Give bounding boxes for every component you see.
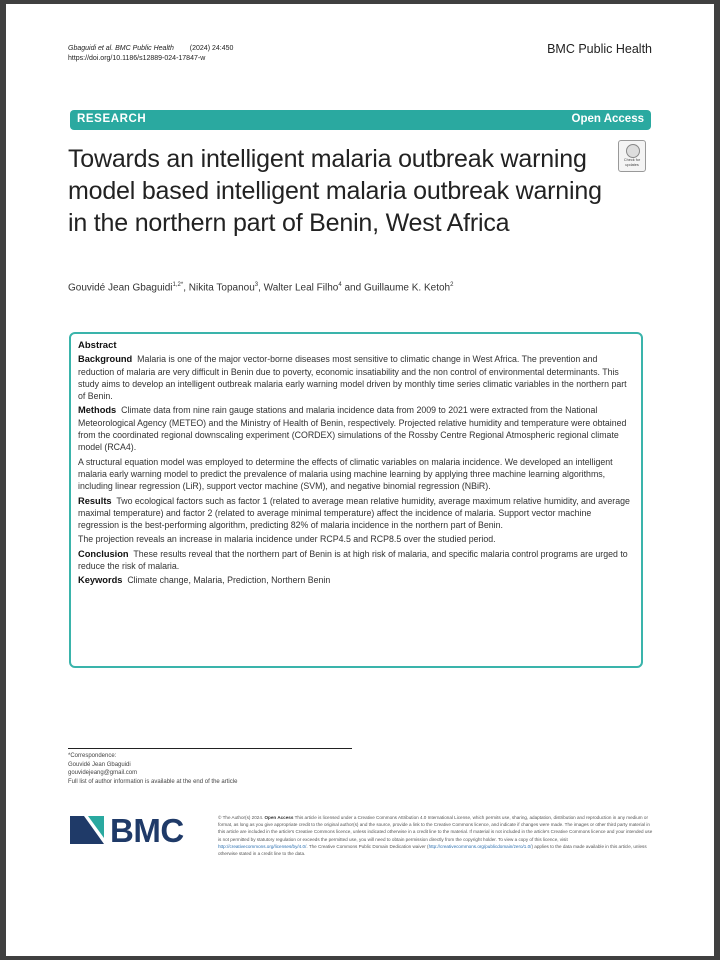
article-type: RESEARCH xyxy=(77,113,147,125)
year-pages: (2024) 24:450 xyxy=(189,45,234,52)
email-link[interactable]: gouvidejeang@gmail.com xyxy=(68,770,138,777)
abstract-heading: Abstract xyxy=(78,340,117,351)
journal-name: BMC Public Health xyxy=(547,42,652,56)
author: Nikita Topanou xyxy=(188,282,255,294)
abstract-results: Results Two ecological factors such as factor 1 (related to average mean relative humidity, average maximum relative humidity, and average maximal temperature) and factor 2 (related to average minimal temperature) affect the incidence of malaria. Support vector machine regression is the best-performing algorithm, predicting 82% of malaria incidence in the northern part of Benin. xyxy=(78,495,630,531)
abstract-methods-2: A structural equation model was employed to determine the effects of climatic variables on malaria incidence. We developed an intelligent malaria early warning model to predict the prevalence of malaria using machine learning by applying three machine learning algorithms, including linear regression (LiR), support vector machine (SVM), and negative binomial regression (NBiR). xyxy=(78,456,613,492)
license-link[interactable]: http://creativecommons.org/licenses/by/4.0/ xyxy=(218,843,307,849)
bmc-logo-icon xyxy=(70,816,104,844)
author-list: Gouvidé Jean Gbaguidi$^{1,2*}$, Nikita Topanou$^3$, Walter Leal Filho$^4$ and Guillaume K. Ketoh$^2$ xyxy=(68,282,454,294)
correspondence-block: *Correspondence: Gouvidé Jean Gbaguidi gouvidejeang@gmail.com Full list of author information is available at the end of the article xyxy=(68,753,238,785)
license-text: © The Author(s) 2024. Open Access This article is licensed under a Creative Commons Attribution 4.0 International License, which permits use, sharing, adaptation, distribution and reproduction in any medium or format, as long as you give appropriate credit to the original author(s) and the source, provide a link to the Creative Commons licence, and indicate if changes were made. The images or other third party material in this article are included in the article's Creative Commons licence, unless indicated otherwise in a credit line to the material. If material is not included in the article's Creative Commons licence and your intended use is not permitted by statutory regulation or exceeds the permitted use, you will need to obtain permission directly from the copyright holder. To view a copy of this licence, visit http://creativecommons.org/licenses/by/4.0/. The Creative Commons Public Domain Dedication waiver (http://creativecommons.org/publicdomain/zero/1.0/) applies to the data made available in this article, unless otherwise stated in a credit line to the data. xyxy=(218,815,653,857)
check-for-updates-badge[interactable]: Check for updates xyxy=(618,140,646,172)
pdf-page xyxy=(6,4,714,956)
abstract-results-2: The projection reveals an increase in malaria incidence under RCP4.5 and RCP8.5 over the studied period. xyxy=(78,534,496,545)
doi-link[interactable]: https://doi.org/10.1186/s12889-024-17847-w xyxy=(68,55,206,62)
abstract-keywords: Keywords Climate change, Malaria, Prediction, Northern Benin xyxy=(78,575,331,586)
footnote-divider xyxy=(68,748,352,749)
abstract-box xyxy=(69,332,643,668)
article-type-band xyxy=(70,110,651,130)
abstract-background: Background Malaria is one of the major vector-borne diseases most sensitive to climatic change in West Africa. The prevention and reduction of malaria are very difficult in Benin due to poverty, economic insatiability and the non control of environmental determinants. This study aims to develop an intelligent outbreak malaria early warning model driven by monthly time series climatic variables in the northern part of Benin. xyxy=(78,354,627,402)
author: Guillaume K. Ketoh xyxy=(363,282,451,294)
check-updates-icon xyxy=(626,144,640,158)
abstract-conclusion: Conclusion These results reveal that the northern part of Benin is at high risk of malaria, and specific malaria control programs are urged to reduce the risk of malaria. xyxy=(78,548,628,572)
author: Gouvidé Jean Gbaguidi xyxy=(68,282,173,294)
running-header xyxy=(68,44,233,64)
citation: Gbaguidi et al. BMC Public Health xyxy=(68,45,174,52)
open-access-label: Open Access xyxy=(571,113,644,125)
article-title: Towards an intelligent malaria outbreak warning model based intelligent malaria outbreak warning in the northern part of Benin, West Africa xyxy=(68,145,602,237)
bmc-logo-text: BMC xyxy=(110,812,184,849)
author: Walter Leal Filho xyxy=(263,282,339,294)
abstract-methods: Methods Climate data from nine rain gauge stations and malaria incidence data from 2009 to 2021 were extracted from the National Meteorological Agency (METEO) and the Ministry of Health of Benin, respectively. Projected relative humidity and temperature were obtained from the coordinated regional downscaling experiment (CORDEX) simulations of the Rossby Centre Regional Atmospheric regional climate model (RCA4). xyxy=(78,405,627,453)
public-domain-link[interactable]: http://creativecommons.org/publicdomain/zero/1.0/ xyxy=(428,843,532,849)
